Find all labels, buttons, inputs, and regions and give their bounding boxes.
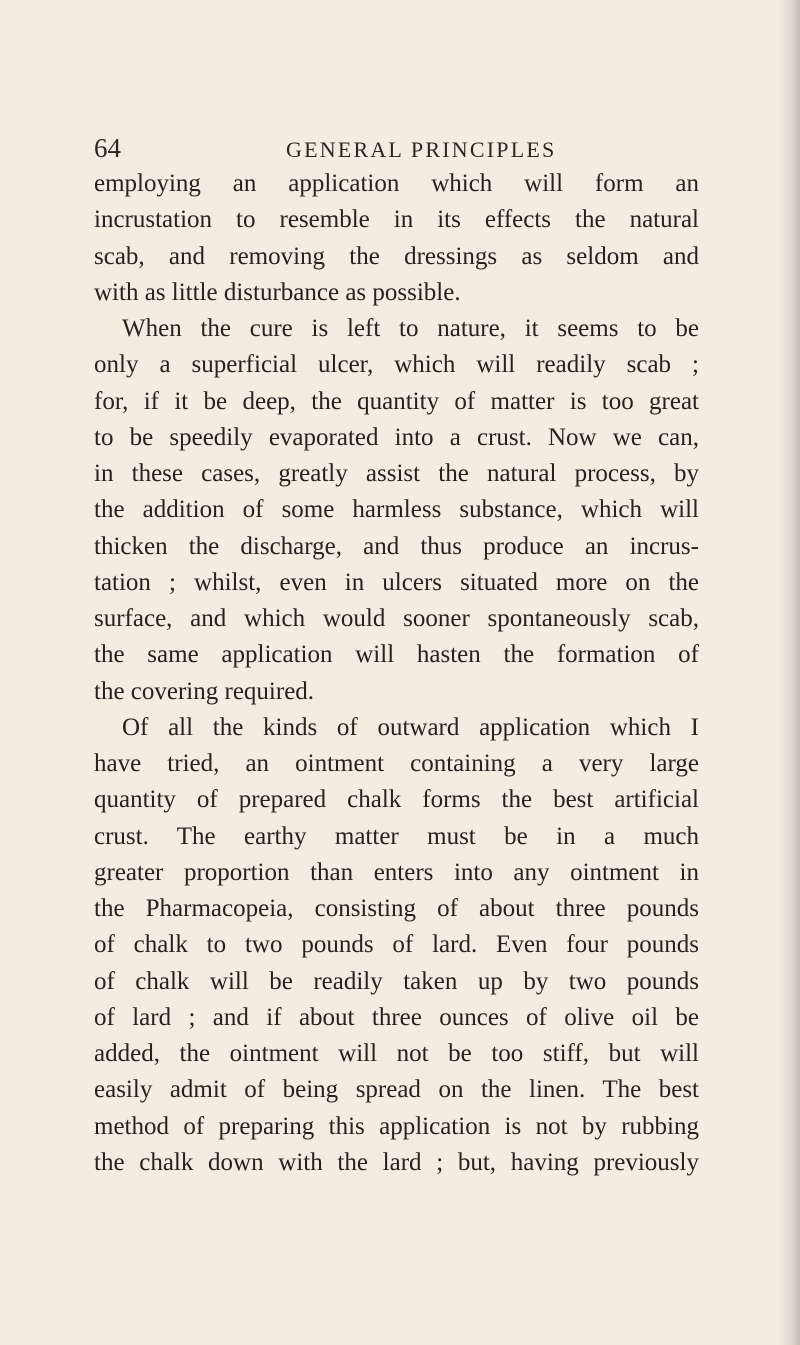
page-number: 64 [94, 133, 121, 163]
text-line: easily admit of being spread on the linen. The best [94, 1076, 699, 1104]
text-line: of chalk to two pounds of lard. Even four pounds [94, 931, 699, 959]
text-line: to be speedily evaporated into a crust. Now we can, [94, 423, 699, 451]
text-line: the same application will hasten the formation of [94, 641, 699, 669]
text-line: the chalk down with the lard ; but, having previously [94, 1148, 699, 1176]
text-line: Of all the kinds of outward application which I [122, 713, 699, 741]
text-line: only a superficial ulcer, which will readily scab ; [94, 351, 699, 379]
text-line: the addition of some harmless substance, which will [94, 496, 699, 524]
text-line: tation ; whilst, even in ulcers situated more on the [94, 568, 699, 596]
text-line: have tried, an ointment containing a very large [94, 750, 699, 777]
text-line: When the cure is left to nature, it seems to be [122, 315, 699, 342]
text-line: thicken the discharge, and thus produce an incrus- [94, 532, 699, 560]
text-line: method of preparing this application is not by rubbing [94, 1112, 699, 1140]
text-line: of lard ; and if about three ounces of olive oil be [94, 1003, 699, 1031]
text-line: crust. The earthy matter must be in a much [94, 822, 699, 850]
text-line: scab, and removing the dressings as seldom and [94, 242, 699, 270]
page-header [94, 128, 584, 168]
text-line: in these cases, greatly assist the natural process, by [94, 460, 699, 487]
text-line: incrustation to resemble in its effects the natural [94, 206, 699, 234]
text-line: quantity of prepared chalk forms the best artificial [94, 786, 699, 814]
text-line: employing an application which will form an [94, 170, 699, 197]
running-head: GENERAL PRINCIPLES [286, 137, 557, 162]
text-line: for, if it be deep, the quantity of matter is too great [94, 387, 699, 415]
text-line: greater proportion than enters into any ointment in [94, 858, 699, 886]
text-line: surface, and which would sooner spontaneously scab, [94, 605, 699, 632]
text-line: the Pharmacopeia, consisting of about three pounds [94, 895, 699, 922]
text-line: added, the ointment will not be too stiff, but will [94, 1040, 699, 1067]
text-line: with as little disturbance as possible. [94, 278, 461, 306]
text-line: the covering required. [94, 677, 315, 705]
body-text [94, 166, 699, 1181]
page-edge-shadow [778, 0, 800, 1345]
text-line: of chalk will be readily taken up by two pounds [94, 967, 699, 995]
